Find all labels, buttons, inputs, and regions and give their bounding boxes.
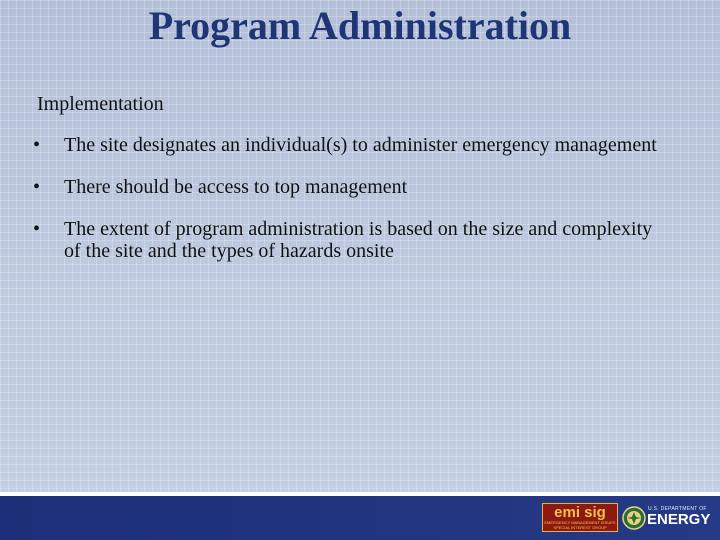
bullet-item xyxy=(30,134,670,156)
section-subheading: Implementation xyxy=(37,93,164,115)
bullet-marker: • xyxy=(33,134,41,156)
doe-logo-small-text: U.S. DEPARTMENT OF xyxy=(648,506,707,512)
bullet-text: The extent of program administration is based on the size and complexity of the site and the types of hazards onsite xyxy=(64,218,653,262)
emi-logo-main-text: emi sig xyxy=(554,504,606,521)
bullet-item xyxy=(30,176,670,198)
bullet-list xyxy=(30,134,670,282)
slide-title: Program Administration xyxy=(148,3,572,48)
bullet-text: There should be access to top management xyxy=(64,176,408,198)
emi-logo-subtext-2: SPECIAL INTEREST GROUP xyxy=(553,525,607,530)
bullet-marker: • xyxy=(33,218,41,240)
bullet-marker: • xyxy=(33,176,41,198)
emi-logo-subtext-1: EMERGENCY MANAGEMENT ISSUES xyxy=(544,520,616,525)
bullet-text: The site designates an individual(s) to administer emergency management xyxy=(64,134,657,156)
doe-logo-big-text: ENERGY xyxy=(647,511,711,528)
emi-sig-logo xyxy=(542,503,618,532)
bullet-item xyxy=(30,218,670,262)
